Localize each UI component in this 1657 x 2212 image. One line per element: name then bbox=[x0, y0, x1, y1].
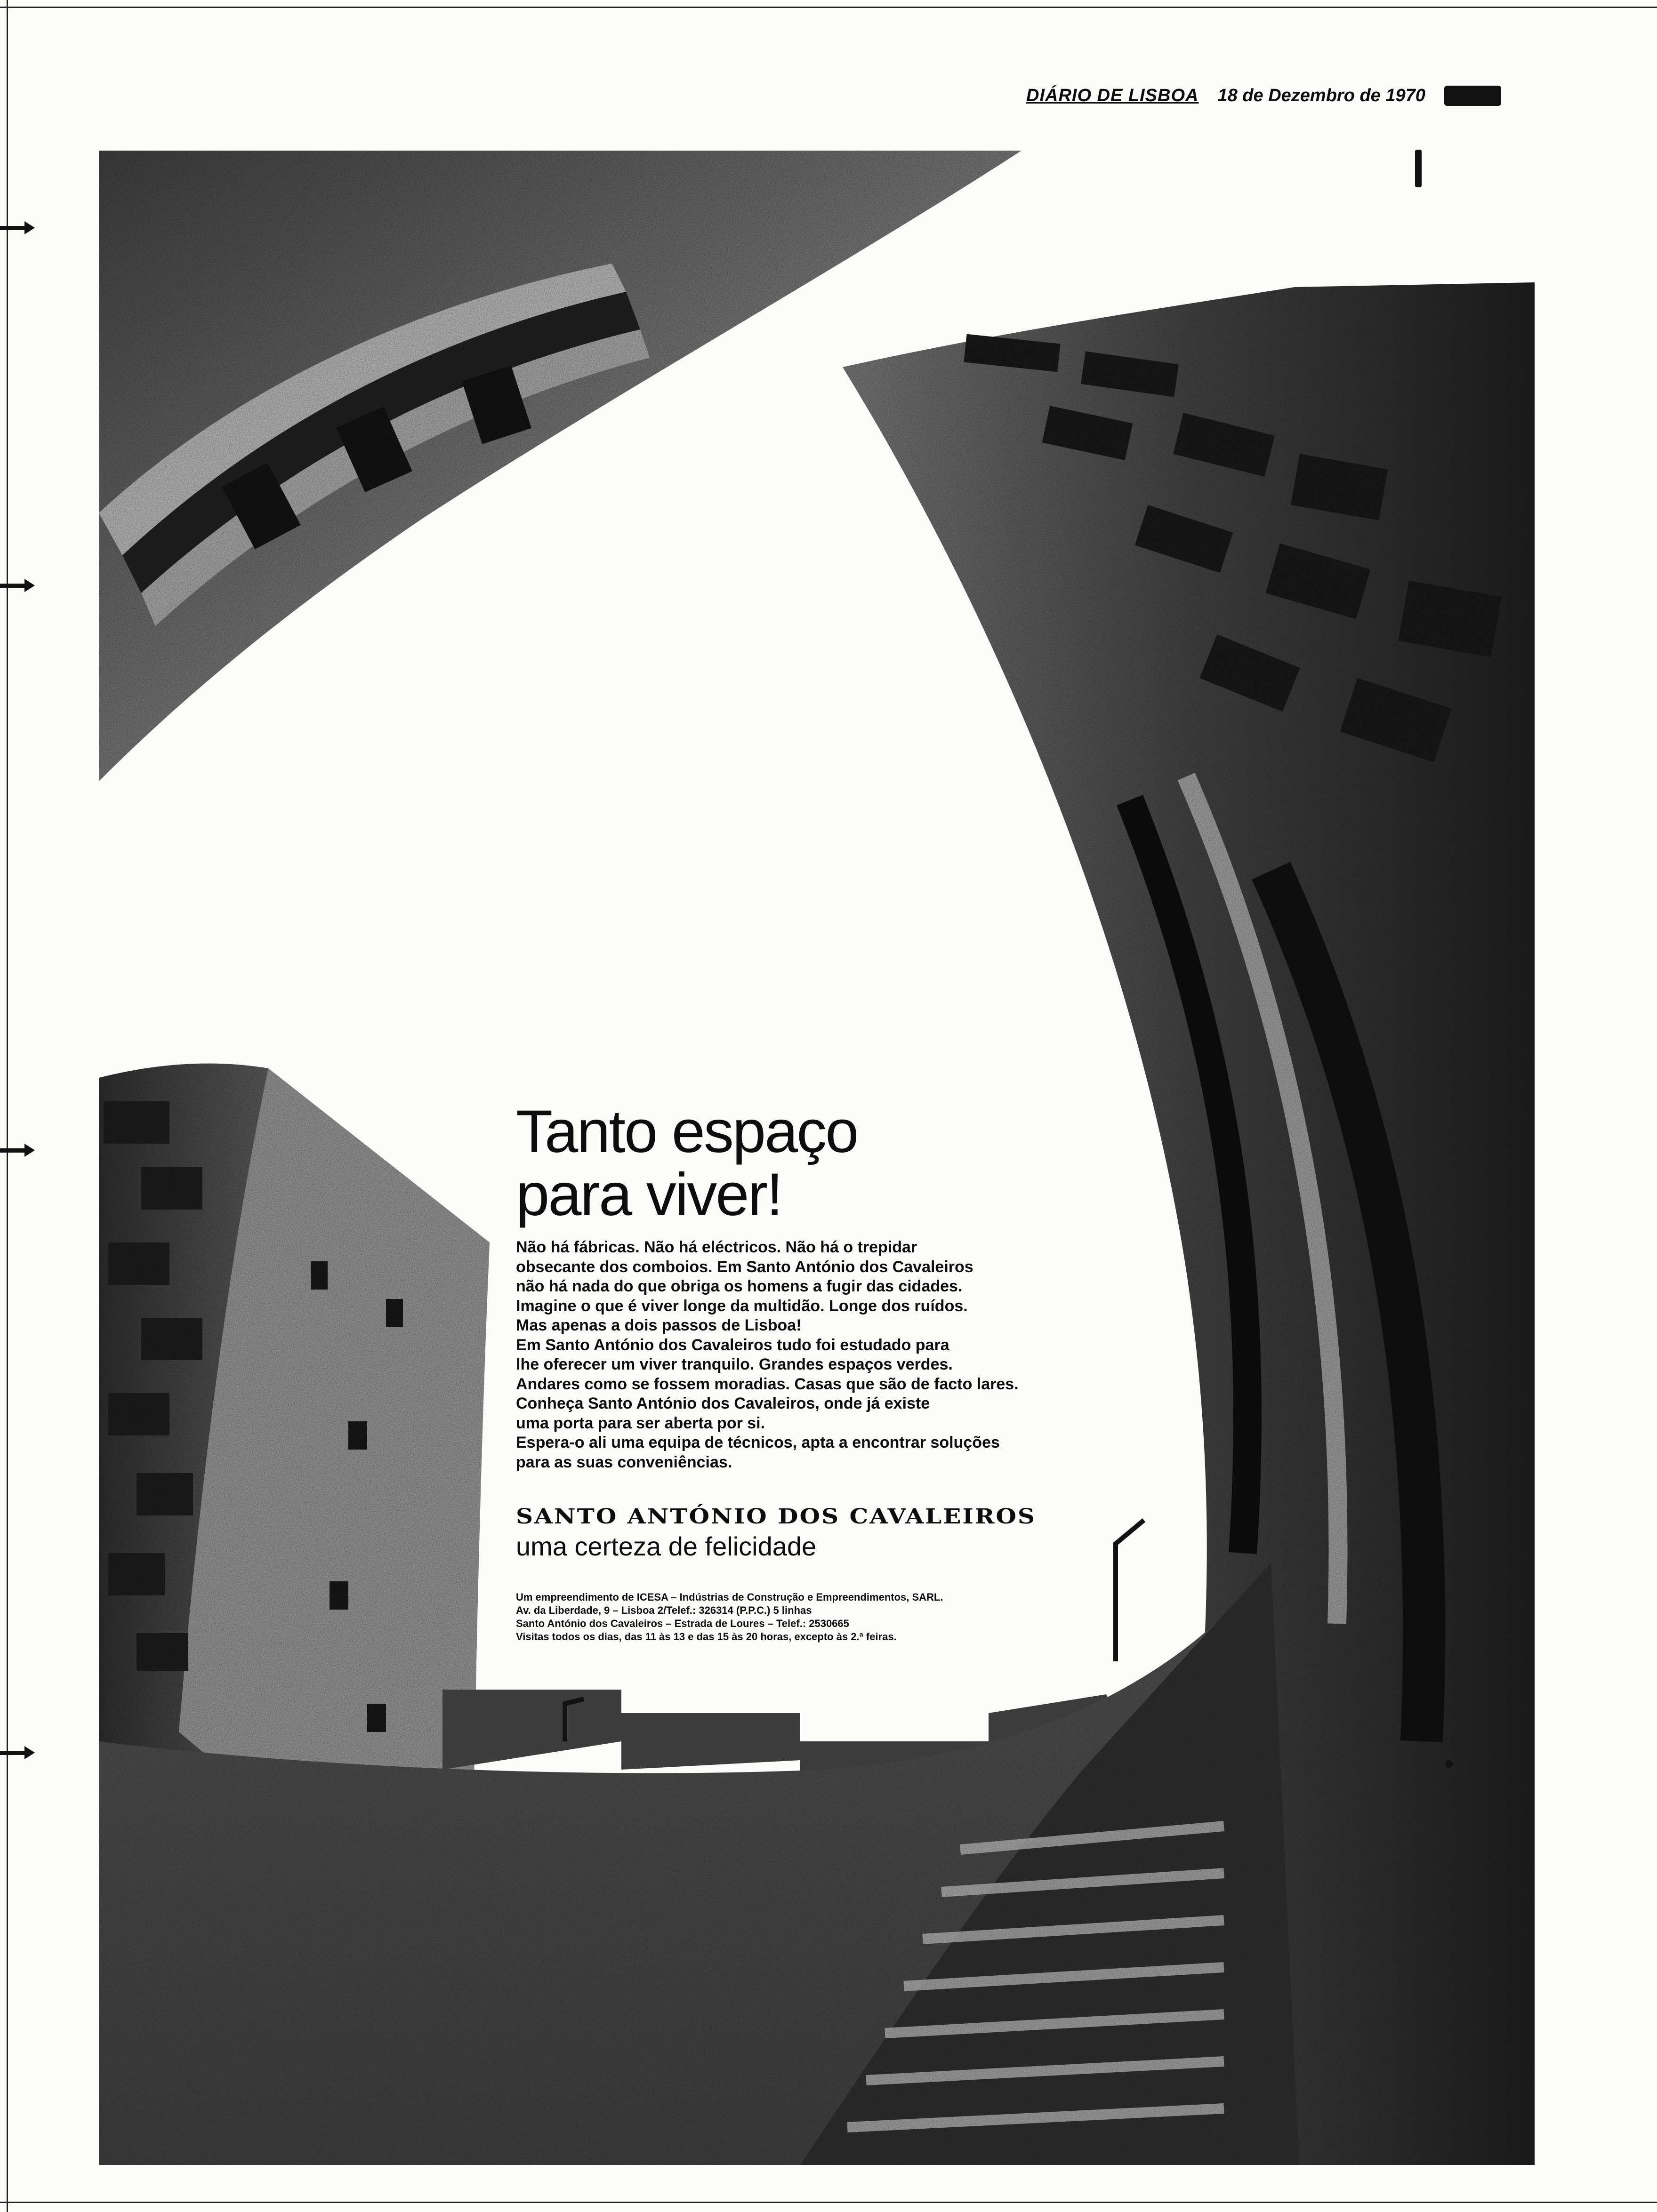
margin-dot bbox=[1445, 1760, 1453, 1768]
credit-line: Visitas todos os dias, das 11 às 13 e das 15 às 20 horas, excepto às 2.ª feiras. bbox=[516, 1631, 897, 1643]
top-left-building bbox=[99, 151, 1022, 781]
credit-line: Av. da Liberdade, 9 – Lisboa 2/Telef.: 326314 (P.P.C.) 5 linhas bbox=[516, 1604, 812, 1616]
issue-date: 18 de Dezembro de 1970 bbox=[1217, 85, 1425, 105]
body-line: obsecante dos comboios. Em Santo António dos Cavaleiros bbox=[516, 1258, 973, 1276]
ad-body-text bbox=[516, 1238, 1109, 1472]
brand-name: SANTO ANTÓNIO DOS CAVALEIROS bbox=[516, 1504, 1037, 1529]
credit-line: Um empreendimento de ICESA – Indústrias de Construção e Empreendimentos, SARL. bbox=[516, 1591, 943, 1603]
company-credits bbox=[516, 1591, 1109, 1643]
body-line: Não há fábricas. Não há eléctricos. Não há o trepidar bbox=[516, 1238, 917, 1256]
body-line: não há nada do que obriga os homens a fugir das cidades. bbox=[516, 1277, 963, 1295]
newspaper-name: DIÁRIO DE LISBOA bbox=[1026, 85, 1199, 105]
brand-slogan: uma certeza de felicidade bbox=[516, 1531, 817, 1561]
credit-line: Santo António dos Cavaleiros – Estrada de Loures – Telef.: 2530665 bbox=[516, 1618, 849, 1629]
body-line: para as suas conveniências. bbox=[516, 1453, 732, 1471]
body-line: Imagine o que é viver longe da multidão. Longe dos ruídos. bbox=[516, 1297, 968, 1315]
body-line: Andares como se fossem moradias. Casas que são de facto lares. bbox=[516, 1375, 1019, 1393]
ad-headline: Tanto espaço para viver! bbox=[516, 1098, 858, 1228]
advertisement-copy bbox=[516, 1100, 1109, 1643]
body-line: Conheça Santo António dos Cavaleiros, onde já existe bbox=[516, 1395, 930, 1412]
page-number: P bbox=[1444, 86, 1501, 106]
body-line: Espera-o ali uma equipa de técnicos, apta a encontrar soluções bbox=[516, 1434, 1000, 1451]
body-line: Em Santo António dos Cavaleiros tudo foi estudado para bbox=[516, 1336, 949, 1354]
body-line: Mas apenas a dois passos de Lisboa! bbox=[516, 1316, 802, 1334]
body-line: uma porta para ser aberta por si. bbox=[516, 1414, 765, 1432]
body-line: lhe oferecer um viver tranquilo. Grandes espaços verdes. bbox=[516, 1355, 953, 1373]
